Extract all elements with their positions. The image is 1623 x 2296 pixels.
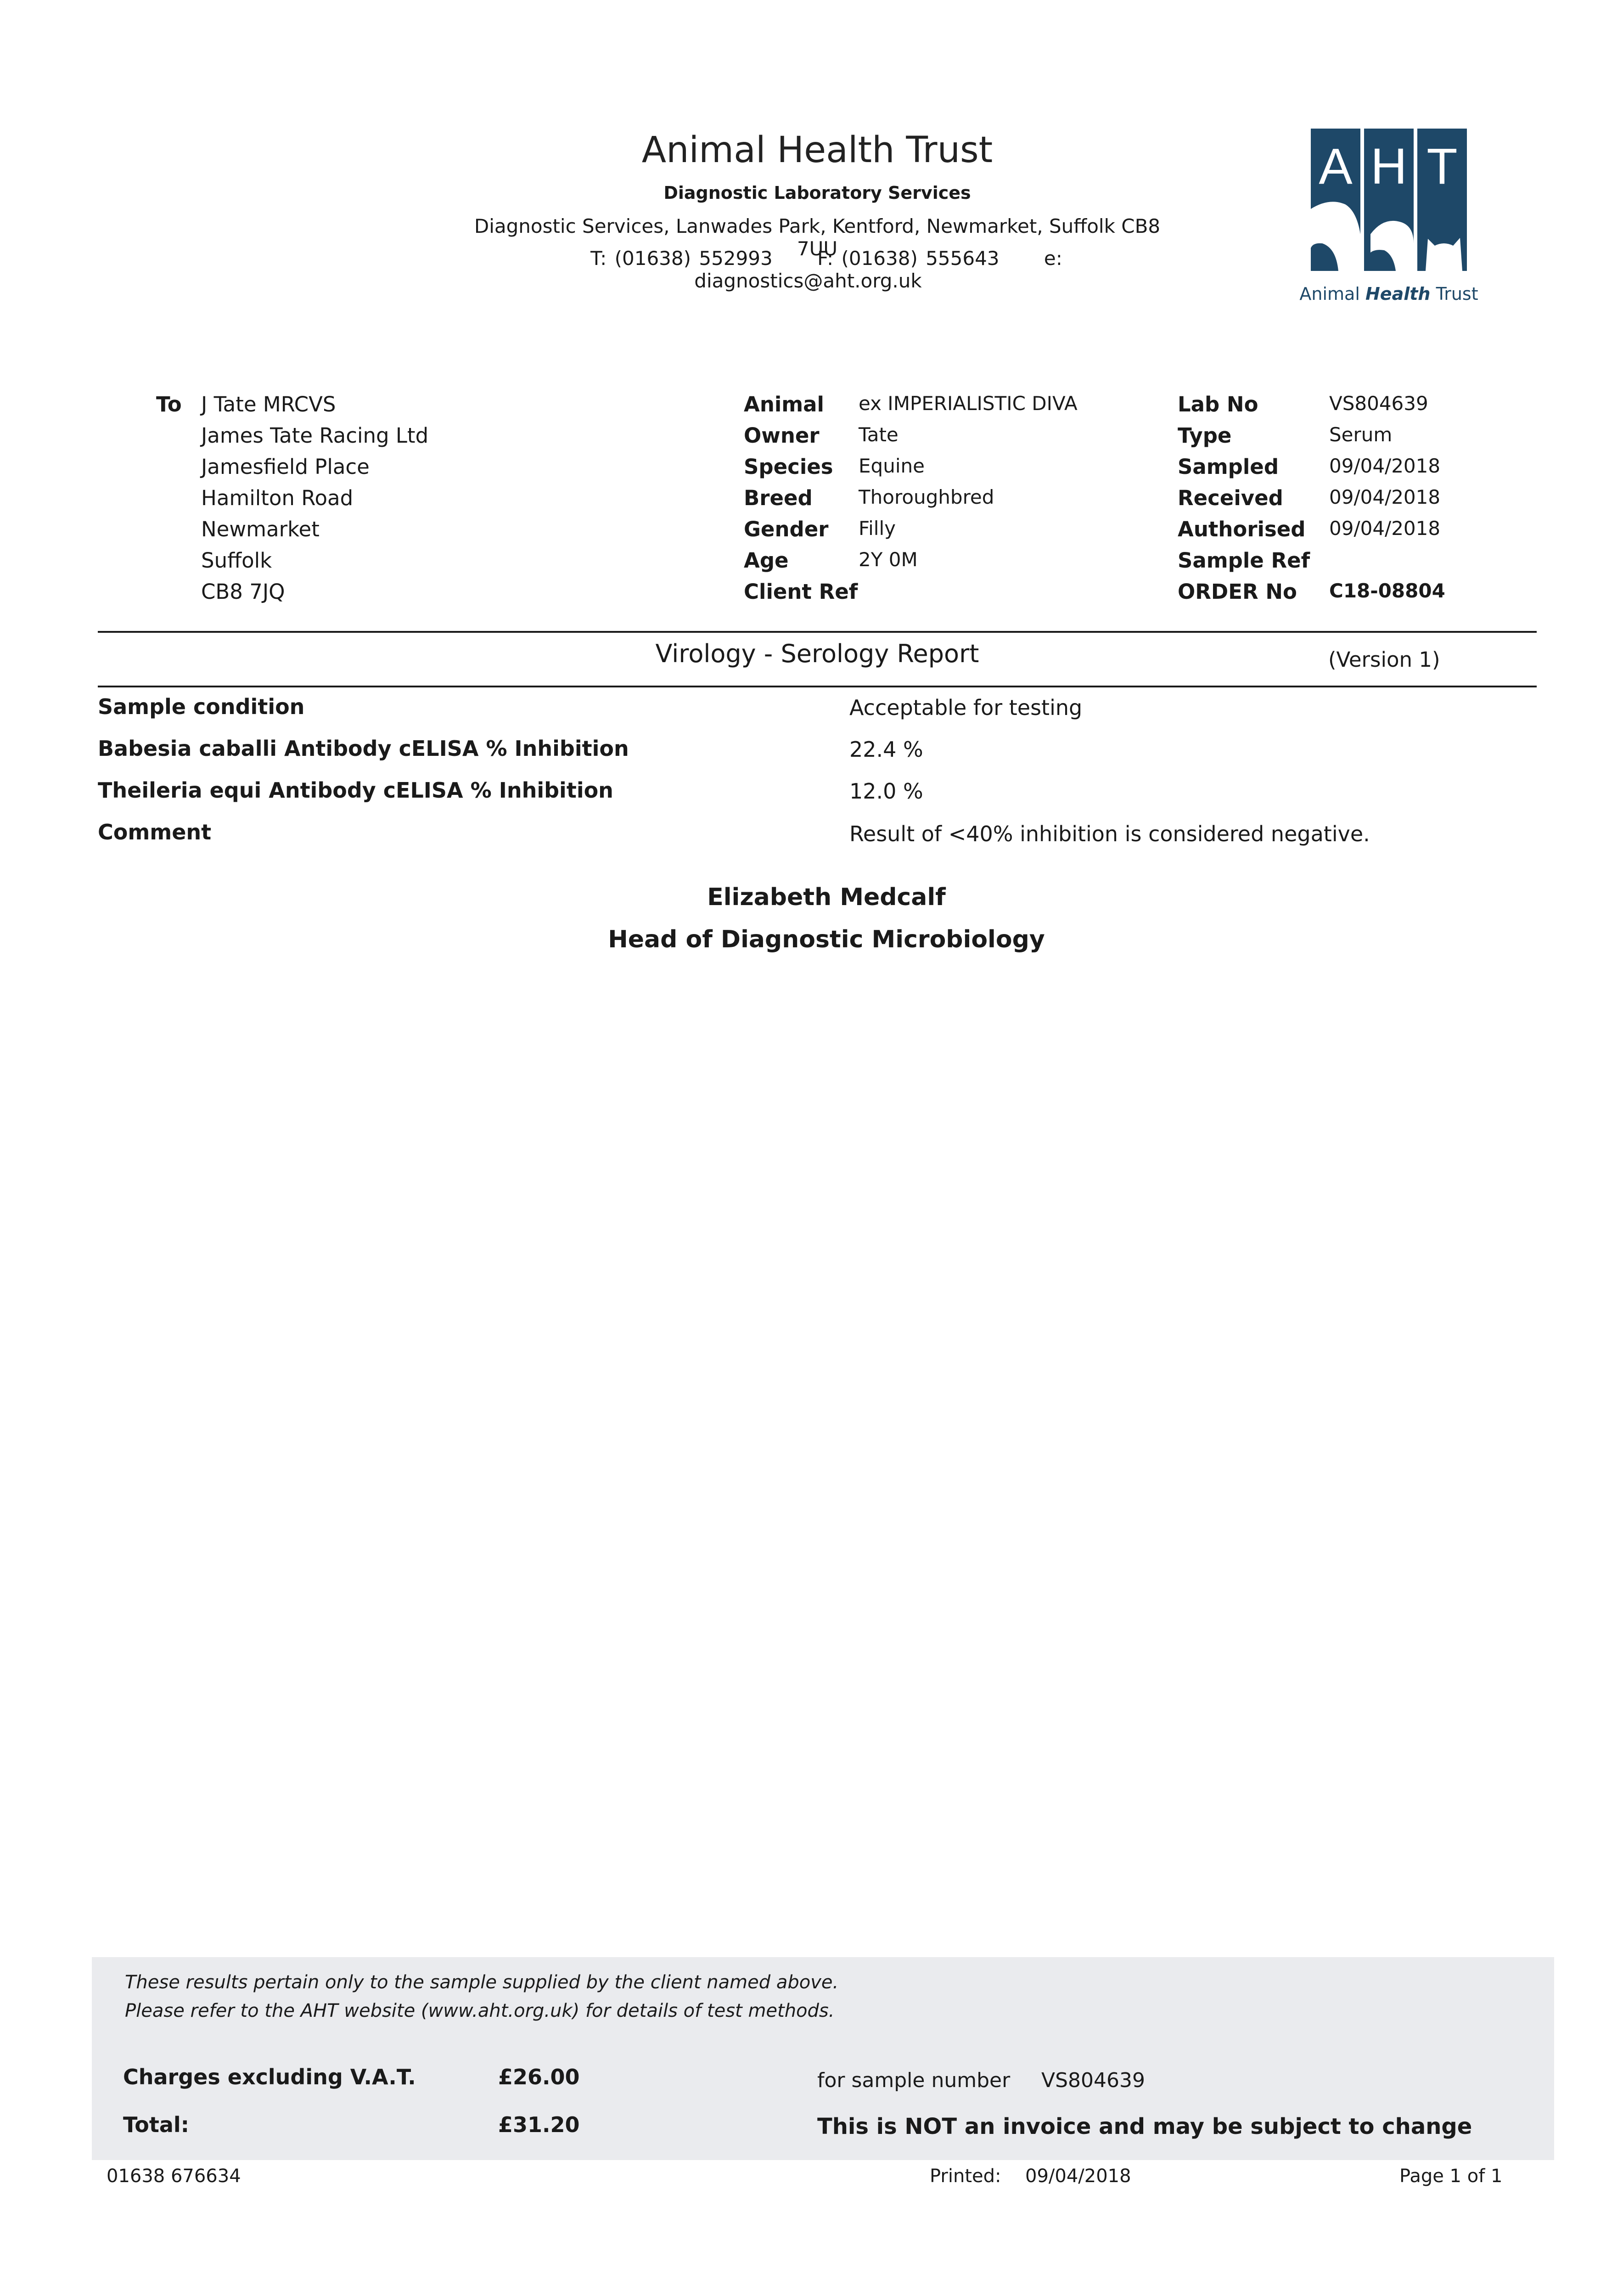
sample-number-value: VS804639: [1041, 2069, 1145, 2092]
authorised-value: 09/04/2018: [1329, 517, 1441, 540]
received-label: Received: [1178, 486, 1283, 510]
department-name: Diagnostic Laboratory Services: [663, 183, 971, 203]
fax-number: F: (01638) 555643: [817, 247, 1000, 270]
address-line: J Tate MRCVS: [201, 392, 336, 416]
sample-condition-value: Acceptable for testing: [849, 695, 1083, 720]
sample-ref-label: Sample Ref: [1178, 548, 1310, 573]
phone-number: T: (01638) 552993: [590, 247, 773, 270]
lab-no-label: Lab No: [1178, 392, 1258, 416]
printed-date: 09/04/2018: [1025, 2166, 1131, 2187]
order-no-label: ORDER No: [1178, 580, 1297, 604]
email-address: e: diagnostics@aht.org.uk: [694, 247, 1062, 292]
address-line: Suffolk: [201, 548, 272, 573]
invoice-note: This is NOT an invoice and may be subject to change: [817, 2114, 1472, 2139]
comment-value: Result of <40% inhibition is considered negative.: [849, 822, 1370, 846]
animal-value: ex IMPERIALISTIC DIVA: [859, 392, 1078, 415]
charges-value: £26.00: [498, 2065, 580, 2089]
address-line: CB8 7JQ: [201, 580, 285, 604]
org-title: Animal Health Trust: [641, 129, 993, 171]
aht-logo: [1311, 129, 1467, 271]
babesia-label: Babesia caballi Antibody cELISA % Inhibition: [98, 736, 629, 761]
report-title: Virology - Serology Report: [655, 639, 979, 668]
address-line: Hamilton Road: [201, 486, 354, 510]
client-ref-label: Client Ref: [744, 580, 858, 604]
client-ref-value: [859, 580, 1078, 611]
lab-info-values: [1329, 392, 1445, 611]
total-label: Total:: [123, 2112, 190, 2137]
signatory-title: Head of Diagnostic Microbiology: [608, 926, 1045, 953]
report-version: (Version 1): [1328, 647, 1440, 672]
animal-info-values: [859, 392, 1078, 611]
comment-label: Comment: [98, 820, 212, 844]
contact-line: [496, 247, 1139, 292]
disclaimer-line-2: Please refer to the AHT website (www.aht.org.uk) for details of test methods.: [125, 2000, 835, 2021]
sample-ref-value: [1329, 548, 1445, 580]
gender-value: Filly: [859, 517, 896, 540]
animal-info-labels: [744, 392, 858, 611]
gender-label: Gender: [744, 517, 829, 541]
owner-value: Tate: [859, 423, 899, 446]
lab-info-labels: [1178, 392, 1310, 611]
age-label: Age: [744, 548, 789, 573]
breed-value: Thoroughbred: [859, 486, 994, 508]
theileria-label: Theileria equi Antibody cELISA % Inhibition: [98, 778, 613, 803]
sample-condition-label: Sample condition: [98, 694, 305, 719]
logo-letter-a: A: [1319, 138, 1353, 195]
charges-label: Charges excluding V.A.T.: [123, 2065, 416, 2089]
printed-label: Printed:: [930, 2166, 1001, 2187]
address-line: James Tate Racing Ltd: [201, 423, 429, 448]
address-line: Jamesfield Place: [201, 455, 370, 479]
sampled-label: Sampled: [1178, 455, 1279, 479]
org-address: Diagnostic Services, Lanwades Park, Kentford, Newmarket, Suffolk CB8 7UU: [474, 215, 1161, 260]
breed-label: Breed: [744, 486, 813, 510]
total-value: £31.20: [498, 2112, 580, 2137]
page-number: Page 1 of 1: [1399, 2166, 1503, 2187]
authorised-label: Authorised: [1178, 517, 1306, 541]
to-label: To: [156, 392, 182, 416]
sampled-value: 09/04/2018: [1329, 455, 1441, 477]
species-label: Species: [744, 455, 833, 479]
theileria-value: 12.0 %: [849, 779, 923, 804]
type-value: Serum: [1329, 423, 1393, 446]
type-label: Type: [1178, 423, 1232, 448]
species-value: Equine: [859, 455, 925, 477]
lab-no-value: VS804639: [1329, 392, 1428, 415]
animal-label: Animal: [744, 392, 824, 416]
age-value: 2Y 0M: [859, 548, 918, 571]
received-value: 09/04/2018: [1329, 486, 1441, 508]
address-line: Newmarket: [201, 517, 320, 541]
disclaimer-line-1: These results pertain only to the sample supplied by the client named above.: [125, 1972, 839, 1993]
logo-caption: Animal Health Trust: [1299, 284, 1478, 304]
recipient-address: [201, 392, 428, 611]
signatory-name: Elizabeth Medcalf: [707, 884, 946, 911]
sample-number-label: for sample number: [817, 2069, 1011, 2092]
order-no-value: C18-08804: [1329, 580, 1445, 602]
logo-letter-h: H: [1370, 138, 1407, 195]
babesia-value: 22.4 %: [849, 737, 923, 762]
owner-label: Owner: [744, 423, 820, 448]
footer-phone: 01638 676634: [107, 2166, 241, 2187]
logo-letter-t: T: [1426, 138, 1458, 195]
divider-bottom: [98, 686, 1537, 687]
divider-top: [98, 631, 1537, 633]
